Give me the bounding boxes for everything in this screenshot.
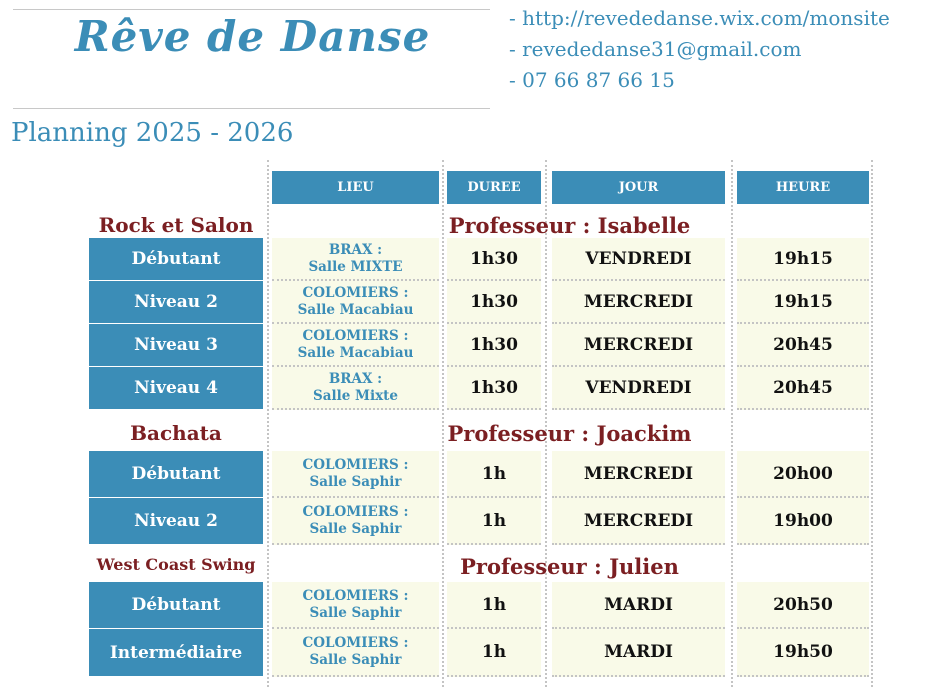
location-room: Salle Macabiau bbox=[297, 344, 414, 361]
duration-cell: 1h bbox=[447, 582, 541, 629]
phone-number: - 07 66 87 66 15 bbox=[509, 68, 675, 92]
time-cell: 19h00 bbox=[737, 498, 869, 545]
location-city: COLOMIERS : bbox=[302, 587, 409, 604]
teacher-title: Professeur : Julien bbox=[460, 554, 679, 579]
location-room: Salle Saphir bbox=[309, 473, 402, 490]
level-cell: Débutant bbox=[89, 451, 263, 498]
website-link[interactable]: - http://revededanse.wix.com/monsite bbox=[509, 6, 890, 30]
time-cell: 19h50 bbox=[737, 629, 869, 677]
location-cell bbox=[272, 629, 439, 677]
column-header-duree: DUREE bbox=[447, 171, 541, 204]
time-cell: 20h00 bbox=[737, 451, 869, 498]
level-cell: Intermédiaire bbox=[89, 629, 263, 677]
location-city: BRAX : bbox=[328, 370, 383, 387]
day-cell: VENDREDI bbox=[552, 238, 725, 281]
duration-cell: 1h30 bbox=[447, 238, 541, 281]
duration-cell: 1h bbox=[447, 629, 541, 677]
level-cell: Niveau 2 bbox=[89, 281, 263, 324]
contact-block bbox=[509, 4, 890, 97]
category-title: Bachata bbox=[130, 421, 222, 445]
duration-cell: 1h bbox=[447, 451, 541, 498]
location-city: COLOMIERS : bbox=[302, 327, 409, 344]
column-header-heure: HEURE bbox=[737, 171, 869, 204]
time-cell: 19h15 bbox=[737, 238, 869, 281]
level-cell: Niveau 2 bbox=[89, 498, 263, 545]
email-link[interactable]: - revededanse31@gmail.com bbox=[509, 37, 802, 61]
category-title: Rock et Salon bbox=[98, 213, 254, 237]
location-city: COLOMIERS : bbox=[302, 456, 409, 473]
level-cell: Niveau 4 bbox=[89, 367, 263, 410]
location-room: Salle Saphir bbox=[309, 520, 402, 537]
location-city: COLOMIERS : bbox=[302, 503, 409, 520]
time-cell: 20h45 bbox=[737, 367, 869, 410]
level-cell: Niveau 3 bbox=[89, 324, 263, 367]
top-divider bbox=[13, 9, 490, 10]
day-cell: MARDI bbox=[552, 582, 725, 629]
day-cell: MERCREDI bbox=[552, 451, 725, 498]
location-cell bbox=[272, 281, 439, 324]
duration-cell: 1h bbox=[447, 498, 541, 545]
location-cell bbox=[272, 582, 439, 629]
category-title: West Coast Swing bbox=[96, 555, 256, 574]
location-cell bbox=[272, 498, 439, 545]
location-cell bbox=[272, 451, 439, 498]
day-cell: MERCREDI bbox=[552, 498, 725, 545]
location-room: Salle Saphir bbox=[309, 604, 402, 621]
time-cell: 19h15 bbox=[737, 281, 869, 324]
level-cell: Débutant bbox=[89, 582, 263, 629]
location-cell bbox=[272, 367, 439, 410]
duration-cell: 1h30 bbox=[447, 324, 541, 367]
teacher-title: Professeur : Joackim bbox=[447, 421, 692, 446]
duration-cell: 1h30 bbox=[447, 281, 541, 324]
column-header-jour: JOUR bbox=[552, 171, 725, 204]
duration-cell: 1h30 bbox=[447, 367, 541, 410]
location-city: COLOMIERS : bbox=[302, 635, 409, 651]
location-room: Salle Saphir bbox=[309, 652, 402, 668]
column-header-lieu: LIEU bbox=[272, 171, 439, 204]
location-city: COLOMIERS : bbox=[302, 284, 409, 301]
location-city: BRAX : bbox=[328, 241, 383, 258]
time-cell: 20h45 bbox=[737, 324, 869, 367]
location-room: Salle Mixte bbox=[313, 387, 398, 404]
location-cell bbox=[272, 238, 439, 281]
level-cell: Débutant bbox=[89, 238, 263, 281]
brand-title: Rêve de Danse bbox=[74, 12, 431, 61]
planning-title: Planning 2025 - 2026 bbox=[11, 118, 294, 148]
header-divider bbox=[13, 108, 490, 109]
day-cell: MERCREDI bbox=[552, 281, 725, 324]
day-cell: MARDI bbox=[552, 629, 725, 677]
location-room: Salle Macabiau bbox=[297, 301, 414, 318]
location-cell bbox=[272, 324, 439, 367]
time-cell: 20h50 bbox=[737, 582, 869, 629]
day-cell: MERCREDI bbox=[552, 324, 725, 367]
day-cell: VENDREDI bbox=[552, 367, 725, 410]
teacher-title: Professeur : Isabelle bbox=[448, 213, 691, 238]
location-room: Salle MIXTE bbox=[308, 258, 403, 275]
